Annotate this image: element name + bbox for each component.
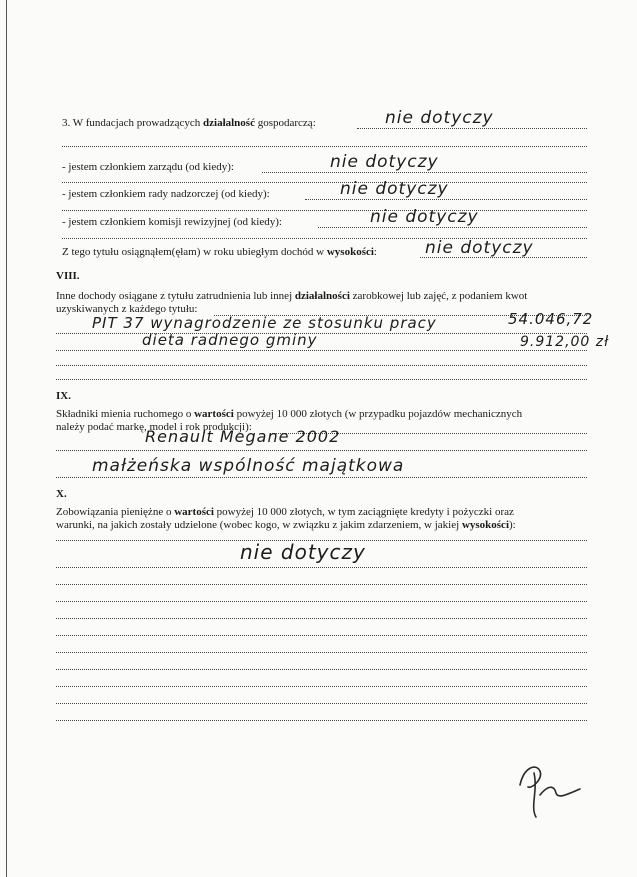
s8-answer-line1: PIT 37 wynagrodzenie ze stosunku pracy xyxy=(92,314,437,332)
s9-answer-line1: Renault Megane 2002 xyxy=(145,427,341,446)
dotted-line xyxy=(318,227,587,228)
s3-line1-dots xyxy=(357,128,587,129)
dotted-line xyxy=(56,635,587,636)
s10-answer: nie dotyczy xyxy=(240,540,366,564)
s8-answer-line2: dieta radnego gminy xyxy=(142,331,318,349)
s9-answer-line2: małżeńska wspólność majątkowa xyxy=(92,456,405,476)
dotted-line xyxy=(262,172,587,173)
dotted-line xyxy=(62,210,587,211)
s8-answer-amount2: 9.912,00 zł xyxy=(520,334,610,350)
s9-description: Składniki mienia ruchomego o wartości powyżej 10 000 złotych (w przypadku pojazdów mechanicznych xyxy=(56,408,523,420)
section-viii-heading: VIII. xyxy=(56,270,80,282)
dotted-line xyxy=(56,703,587,704)
signature-mark xyxy=(510,755,590,825)
dotted-line xyxy=(305,199,587,200)
s9-description-2: należy podać markę, model i rok produkcji): xyxy=(56,421,252,433)
section-ix-heading: IX. xyxy=(56,390,71,402)
dotted-line xyxy=(56,450,587,451)
dotted-line xyxy=(56,379,587,380)
scan-edge xyxy=(6,0,7,877)
s8-description-2: uzyskiwanych z każdego tytułu: xyxy=(56,303,198,315)
s3-answer5: nie dotyczy xyxy=(425,238,534,258)
dotted-line xyxy=(56,567,587,568)
s3-answer2: nie dotyczy xyxy=(330,152,439,172)
s3-supervisory-label: - jestem członkiem rady nadzorczej (od kiedy): xyxy=(62,188,270,200)
s8-description: Inne dochody osiągane z tytułu zatrudnienia lub innej działalności zarobkowej lub zajęć, z podaniem kwot xyxy=(56,290,528,302)
dotted-line xyxy=(56,720,587,721)
s8-answer-amount1: 54.046,72 xyxy=(508,310,594,328)
section-x-heading: X. xyxy=(56,488,67,500)
dotted-line xyxy=(56,686,587,687)
s3-income-label: Z tego tytułu osiągnąłem(ęłam) w roku ubiegłym dochód w wysokości: xyxy=(62,246,377,258)
s3-answer4: nie dotyczy xyxy=(370,207,479,227)
dotted-line xyxy=(56,601,587,602)
dotted-line xyxy=(56,652,587,653)
s3-answer3: nie dotyczy xyxy=(340,179,449,199)
dotted-line xyxy=(56,477,587,478)
dotted-line xyxy=(62,146,587,147)
dotted-line xyxy=(56,365,587,366)
dotted-line xyxy=(56,669,587,670)
dotted-line xyxy=(56,333,587,334)
s3-answer1: nie dotyczy xyxy=(385,108,494,128)
dotted-line xyxy=(62,182,587,183)
dotted-line xyxy=(56,618,587,619)
s3-board-label: - jestem członkiem zarządu (od kiedy): xyxy=(62,161,234,173)
s3-audit-label: - jestem członkiem komisji rewizyjnej (od kiedy): xyxy=(62,216,282,228)
s10-description-2: warunki, na jakich zostały udzielone (wobec kogo, w związku z jakim zdarzeniem, w jakiej wysokości): xyxy=(56,519,516,531)
s3-foundations-label: 3. W fundacjach prowadzących działalność gospodarczą: xyxy=(62,117,316,129)
dotted-line xyxy=(56,350,587,351)
dotted-line xyxy=(56,584,587,585)
s10-description: Zobowiązania pieniężne o wartości powyżej 10 000 złotych, w tym zaciągnięte kredyty i pożyczki oraz xyxy=(56,506,514,518)
